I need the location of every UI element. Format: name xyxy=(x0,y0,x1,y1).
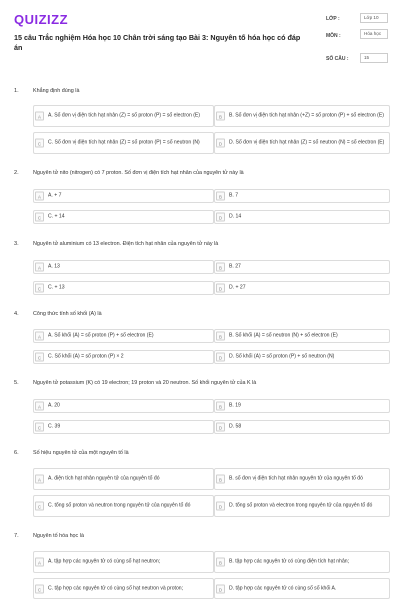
option-letter: A xyxy=(35,192,44,201)
subject-label: MÔN : xyxy=(326,33,341,39)
class-label: LỚP : xyxy=(326,16,340,22)
option-text: A. Số đơn vị điện tích hạt nhân (Z) = số proton (P) = số electron (E) xyxy=(48,112,200,119)
option-b[interactable] xyxy=(214,260,390,274)
option-b[interactable] xyxy=(214,329,390,343)
question-number: 3. xyxy=(14,241,19,247)
option-a[interactable] xyxy=(33,189,214,203)
option-letter: A xyxy=(35,402,44,411)
option-a[interactable] xyxy=(33,329,214,343)
option-text: D. 58 xyxy=(229,423,242,430)
option-text: A. Số khối (A) = số proton (P) + số electron (E) xyxy=(48,332,154,339)
option-c[interactable] xyxy=(33,350,214,364)
option-letter: D xyxy=(216,353,225,362)
option-b[interactable] xyxy=(214,468,390,490)
option-c[interactable] xyxy=(33,281,214,295)
option-letter: B xyxy=(216,112,225,121)
worksheet-header xyxy=(0,0,400,78)
option-text: B. tập hợp các nguyên tử có cùng điện tích hạt nhân; xyxy=(229,558,350,565)
option-text: C. Số khối (A) = số proton (P) × 2 xyxy=(48,353,124,360)
option-letter: B xyxy=(216,475,225,484)
option-letter: B xyxy=(216,192,225,201)
option-letter: C xyxy=(35,502,44,511)
option-d[interactable] xyxy=(214,281,390,295)
option-a[interactable] xyxy=(33,105,214,127)
option-text: B. 7 xyxy=(229,192,239,199)
option-a[interactable] xyxy=(33,399,214,413)
option-text: B. Số đơn vị điện tích hạt nhân (+Z) = số proton (P) + số electron (E) xyxy=(229,112,384,119)
question-count-value: 15 xyxy=(360,53,388,63)
option-c[interactable] xyxy=(33,420,214,434)
option-text: D. tổng số proton và electron trong nguyên tử của nguyên tố đó xyxy=(229,502,373,509)
option-a[interactable] xyxy=(33,260,214,274)
option-text: C. + 14 xyxy=(48,213,65,220)
option-b[interactable] xyxy=(214,105,390,127)
option-c[interactable] xyxy=(33,210,214,224)
option-letter: A xyxy=(35,263,44,272)
option-d[interactable] xyxy=(214,495,390,517)
option-text: D. Số khối (A) = số proton (P) + số neutron (N) xyxy=(229,353,335,360)
question-number: 2. xyxy=(14,170,19,176)
question-number: 7. xyxy=(14,533,19,539)
option-letter: C xyxy=(35,284,44,293)
option-text: D. Số đơn vị điện tích hạt nhân (Z) = số neutron (N) = số electron (E) xyxy=(229,139,385,146)
option-d[interactable] xyxy=(214,210,390,224)
question-number: 5. xyxy=(14,380,19,386)
option-a[interactable] xyxy=(33,468,214,490)
question-count-label: SỐ CÂU : xyxy=(326,56,349,62)
question-text: Nguyên tố hóa học là xyxy=(33,533,84,539)
option-a[interactable] xyxy=(33,551,214,573)
option-text: D. tập hợp các nguyên tử có cùng số số khối A. xyxy=(229,585,337,592)
option-text: A. tập hợp các nguyên tử có cùng số hạt neutron; xyxy=(48,558,161,565)
option-letter: C xyxy=(35,139,44,148)
option-text: C. tổng số proton và neutron trong nguyên tử của nguyên tố đó xyxy=(48,502,191,509)
option-letter: B xyxy=(216,402,225,411)
question-text: Số hiệu nguyên tử của một nguyên tố là xyxy=(33,450,129,456)
option-letter: D xyxy=(216,584,225,593)
question-text: Nguyên tử nito (nitrogen) có 7 proton. Số đơn vị điện tích hạt nhân của nguyên tử này là xyxy=(33,170,244,176)
option-letter: A xyxy=(35,475,44,484)
option-letter: C xyxy=(35,423,44,432)
option-letter: D xyxy=(216,502,225,511)
option-text: D. + 27 xyxy=(229,284,246,291)
option-c[interactable] xyxy=(33,495,214,517)
option-letter: D xyxy=(216,284,225,293)
option-text: A. 13 xyxy=(48,263,60,270)
option-d[interactable] xyxy=(214,350,390,364)
option-d[interactable] xyxy=(214,420,390,434)
question-text: Khẳng định đúng là xyxy=(33,88,80,94)
option-text: C. Số đơn vị điện tích hạt nhân (Z) = số proton (P) = số neutron (N) xyxy=(48,139,200,146)
question-number: 4. xyxy=(14,311,19,317)
option-text: A. + 7 xyxy=(48,192,62,199)
option-text: D. 14 xyxy=(229,213,242,220)
option-text: A. 20 xyxy=(48,402,60,409)
option-text: B. 27 xyxy=(229,263,241,270)
option-b[interactable] xyxy=(214,399,390,413)
subject-value: Hóa học xyxy=(360,29,388,39)
question-text: Nguyên tử potassium (K) có 19 electron; 19 proton và 20 neutron. Số khối nguyên tử của K là xyxy=(33,380,257,386)
option-d[interactable] xyxy=(214,132,390,154)
option-c[interactable] xyxy=(33,132,214,154)
option-letter: B xyxy=(216,558,225,567)
option-b[interactable] xyxy=(214,551,390,573)
option-letter: C xyxy=(35,213,44,222)
question-text: Công thức tính số khối (A) là xyxy=(33,311,102,317)
question-number: 1. xyxy=(14,88,19,94)
question-number: 6. xyxy=(14,450,19,456)
option-b[interactable] xyxy=(214,189,390,203)
option-letter: B xyxy=(216,332,225,341)
worksheet-title: 15 câu Trắc nghiệm Hóa học 10 Chân trời sáng tạo Bài 3: Nguyên tố hóa học có đáp án xyxy=(14,33,301,52)
option-letter: D xyxy=(216,423,225,432)
option-letter: B xyxy=(216,263,225,272)
option-letter: A xyxy=(35,112,44,121)
option-text: C. + 13 xyxy=(48,284,65,291)
option-letter: D xyxy=(216,213,225,222)
quizizz-logo: QUIZIZZ xyxy=(14,12,69,27)
option-text: C. tập hợp các nguyên tử có cùng số hạt neutron và proton; xyxy=(48,585,184,592)
option-text: B. số đơn vị điện tích hạt nhân nguyên tử của nguyên tố đó xyxy=(229,475,363,482)
option-letter: A xyxy=(35,558,44,567)
option-text: B. Số khối (A) = số neutron (N) + số electron (E) xyxy=(229,332,338,339)
option-d[interactable] xyxy=(214,578,390,599)
option-c[interactable] xyxy=(33,578,214,599)
question-text: Nguyên tử aluminium có 13 electron. Điện tích hạt nhân của nguyên tử này là xyxy=(33,241,219,247)
option-letter: C xyxy=(35,584,44,593)
option-text: A. điện tích hạt nhân nguyên tử của nguyên tố đó xyxy=(48,475,160,482)
option-text: B. 19 xyxy=(229,402,241,409)
option-letter: D xyxy=(216,139,225,148)
option-text: C. 39 xyxy=(48,423,61,430)
option-letter: A xyxy=(35,332,44,341)
option-letter: C xyxy=(35,353,44,362)
class-value: Lớp 10 xyxy=(360,13,388,23)
